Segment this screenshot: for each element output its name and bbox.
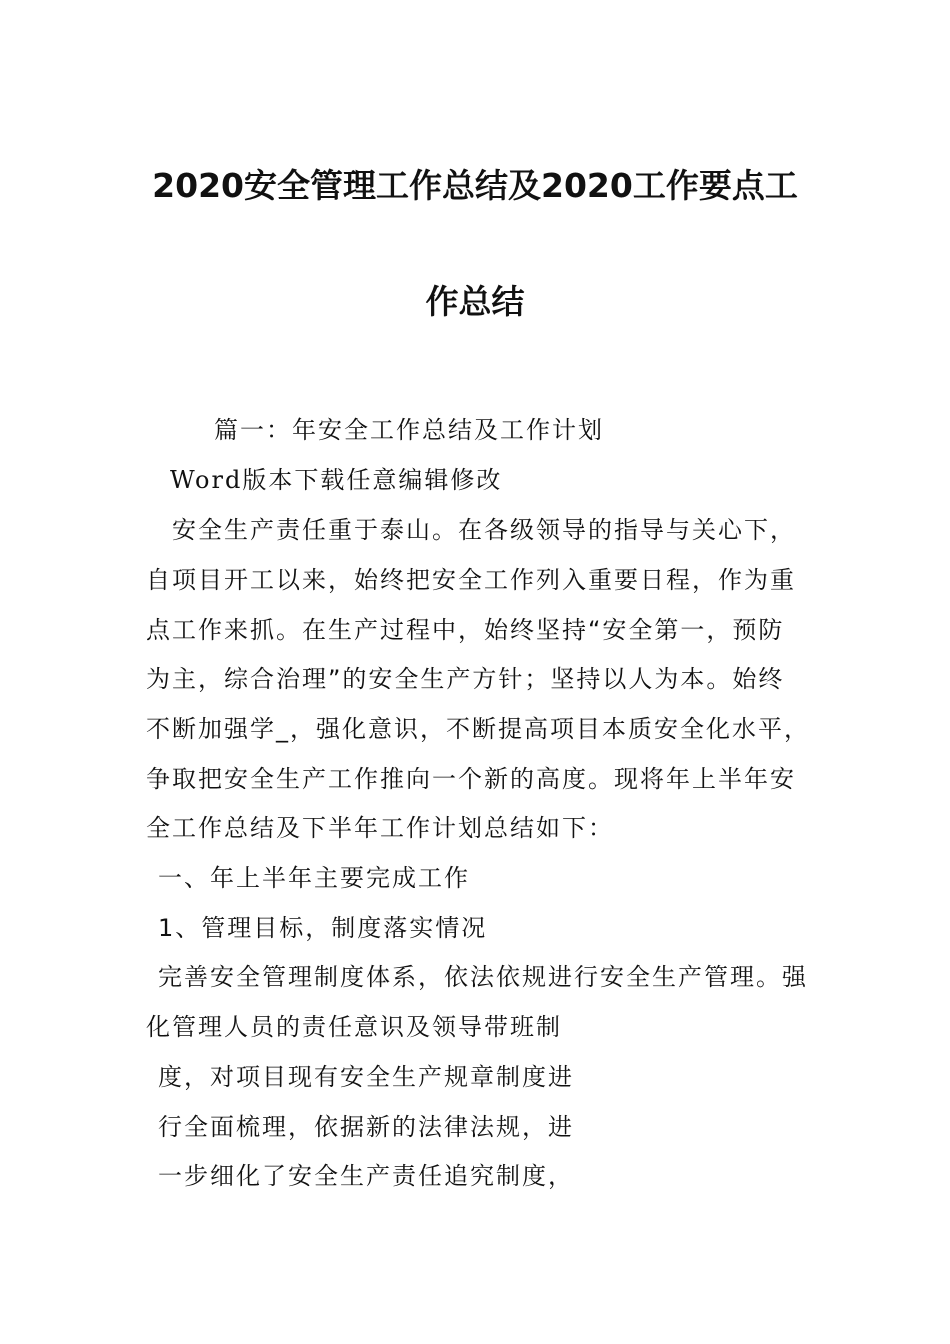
edit-note: Word版本下载任意编辑修改 bbox=[170, 466, 503, 494]
body-line: 完善安全管理制度体系，依法依规进行安全生产管理。强 bbox=[158, 963, 808, 991]
body-line: 为主，综合治理”的安全生产方针；坚持以人为本。始终 bbox=[146, 665, 785, 693]
body-line: 全工作总结及下半年工作计划总结如下： bbox=[146, 814, 614, 842]
body-line: 安全生产责任重于泰山。在各级领导的指导与关心下， bbox=[172, 516, 796, 544]
body-line: 不断加强学_，强化意识，不断提高项目本质安全化水平， bbox=[146, 715, 810, 743]
body-line: 点工作来抓。在生产过程中，始终坚持“安全第一，预防 bbox=[146, 616, 785, 644]
document-title-line-1: 2020安全管理工作总结及2020工作要点工 bbox=[152, 166, 798, 205]
section-heading: 篇一：年安全工作总结及工作计划 bbox=[214, 416, 604, 444]
subsection-heading: 一、年上半年主要完成工作 bbox=[158, 864, 470, 892]
body-line: 自项目开工以来，始终把安全工作列入重要日程，作为重 bbox=[146, 566, 796, 594]
body-line: 行全面梳理，依据新的法律法规，进 bbox=[158, 1113, 574, 1141]
body-line: 争取把安全生产工作推向一个新的高度。现将年上半年安 bbox=[146, 765, 796, 793]
body-line: 度，对项目现有安全生产规章制度进 bbox=[158, 1063, 574, 1091]
body-line: 化管理人员的责任意识及领导带班制 bbox=[146, 1013, 562, 1041]
document-title-line-2: 作总结 bbox=[425, 282, 525, 321]
body-line: 一步细化了安全生产责任追究制度， bbox=[158, 1162, 574, 1190]
subsection-item: 1、管理目标，制度落实情况 bbox=[158, 914, 488, 942]
